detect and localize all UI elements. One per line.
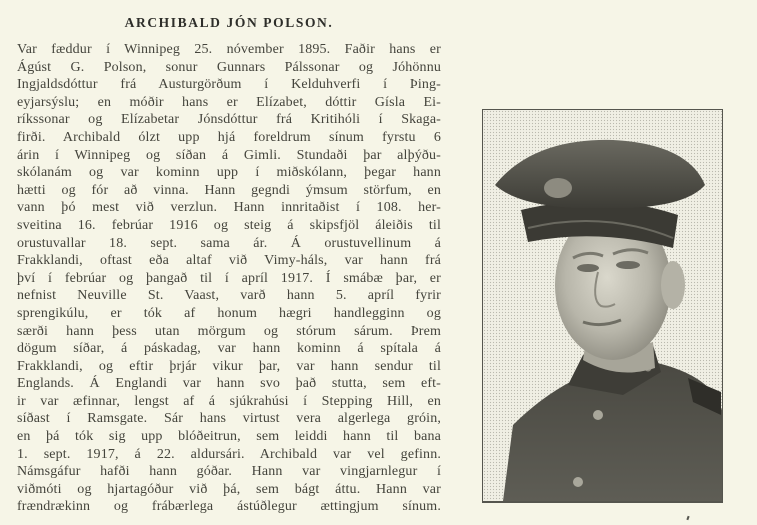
page-title: ARCHIBALD JÓN POLSON. xyxy=(124,15,334,30)
text-line: firði. Archibald ólzt upp hjá foreldrum sínum fyrstu 6 xyxy=(17,129,441,145)
text-line: skólanám og var kominn upp í miðskólann, þegar hann xyxy=(17,165,441,181)
text-line: dögum síðar, á páskadag, var hann kominn á spítala á xyxy=(17,341,441,357)
text-line: nefnist Neuville St. Vaast, varð hann 5. apríl fyrir xyxy=(17,288,441,304)
text-line: hætti og fór að vinna. Hann gegndi ýmsum störfum, en xyxy=(17,182,441,198)
text-line: Ágúst G. Polson, sonur Gunnars Pálssonar og Jóhönnu xyxy=(17,59,441,75)
text-line: því í febrúar og þangað til í apríl 1917. Í smábæ þar, er xyxy=(17,270,441,286)
text-line: viðmóti og hjartagóður við þá, sem bágt áttu. Hann var xyxy=(17,481,441,497)
text-line: sveitina 16. febrúar 1916 og steig á skipsfjöl áleiðis til xyxy=(17,217,441,233)
biography-text xyxy=(17,41,441,516)
text-line: en þá tók sig upp blóðeitrun, sem leiddi hann til bana xyxy=(17,429,441,445)
text-line: frændrækinn og frábærlega ástúðlegur ættingjum sínum. xyxy=(17,499,441,515)
text-line: Frakklandi, oftast eða altaf við Vimy-háls, var hann frá xyxy=(17,253,441,269)
portrait-photo xyxy=(482,109,723,503)
stray-print-mark xyxy=(686,516,689,520)
text-line: ir var æfinnar, lengst af á sjúkrahúsi í Stepping Hill, en xyxy=(17,393,441,409)
text-line: Ingjaldsdóttur frá Austurgörðum í Kelduhverfi í Þing- xyxy=(17,77,441,93)
text-line: síðast í Ramsgate. Sár hans virtust vera algerlega gróin, xyxy=(17,411,441,427)
text-line: sprengikúlu, er tók af honum hægri handlegginn og xyxy=(17,305,441,321)
text-line: Námsgáfur hafði hann góðar. Hann var vingjarnlegur í xyxy=(17,464,441,480)
text-line: vann þó mest við verzlun. Hann innritaðist í 108. her- xyxy=(17,200,441,216)
text-line: særði hann þess utan mörgum og stórum sárum. Þrem xyxy=(17,323,441,339)
text-line: Var fæddur í Winnipeg 25. nóvember 1895. Faðir hans er xyxy=(17,42,441,57)
text-line: 1. sept. 1917, á 22. aldursári. Archibald var vel gefinn. xyxy=(17,446,441,462)
text-line: Englands. Á Englandi var hann svo það stutta, sem eft- xyxy=(17,376,441,392)
text-line: ríkssonar og Elízabetar Jónsdóttur frá Kritihóli í Skaga- xyxy=(17,112,441,128)
text-line: eyjarsýslu; en móðir hans er Elízabet, dóttir Gísla Ei- xyxy=(17,94,441,110)
soldier-portrait-image xyxy=(483,110,722,501)
text-line: árin í Winnipeg og síðan á Gimli. Stundaði þar alþýðu- xyxy=(17,147,441,163)
text-line: Frakklandi, og eftir þrjár vikur þar, var hann sendur til xyxy=(17,358,441,374)
text-line: orustuvallar 18. sept. sama ár. Á orustuvellinum á xyxy=(17,235,441,251)
